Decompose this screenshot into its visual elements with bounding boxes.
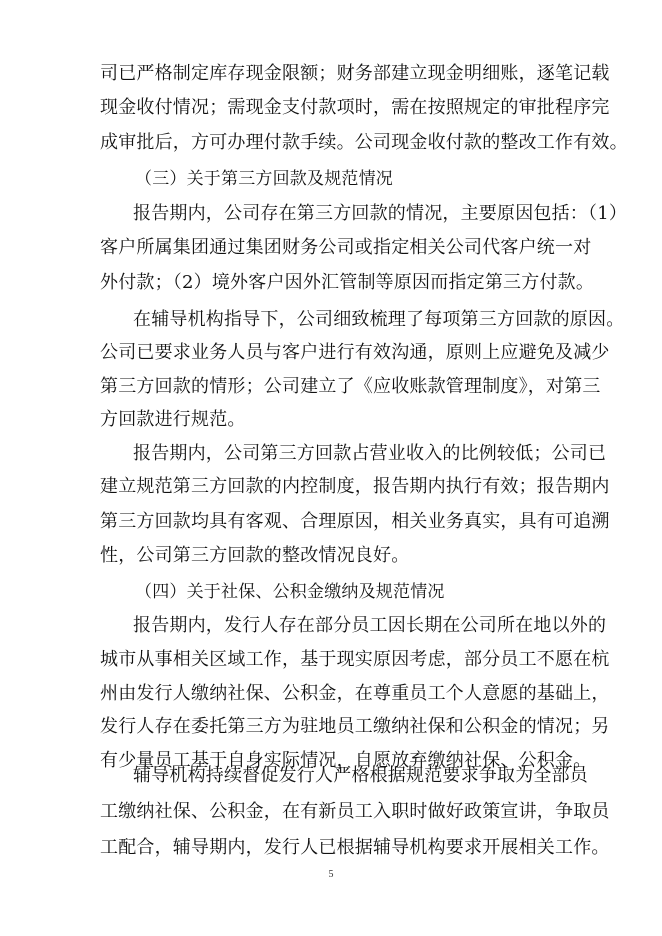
paragraph-line: 成审批后，方可办理付款手续。公司现金收付款的整改工作有效。 — [100, 132, 628, 153]
paragraph-line: 报告期内，公司存在第三方回款的情况，主要原因包括：（1） — [133, 203, 628, 224]
paragraph-line: 工缴纳社保、公积金，在有新员工入职时做好政策宣讲，争取员 — [100, 801, 610, 822]
paragraph-line: 方回款进行规范。 — [100, 409, 246, 430]
paragraph-line: 第三方回款的情形；公司建立了《应收账款管理制度》，对第三 — [100, 376, 601, 397]
paragraph-line: 建立规范第三方回款的内控制度，报告期内执行有效；报告期内 — [100, 476, 610, 497]
paragraph-line: 城市从事相关区域工作，基于现实原因考虑，部分员工不愿在杭 — [100, 649, 610, 670]
section-heading: （三）关于第三方回款及规范情况 — [135, 169, 393, 189]
paragraph-line: 工配合，辅导期内，发行人已根据辅导机构要求开展相关工作。 — [100, 837, 610, 858]
paragraph-line: 客户所属集团通过集团财务公司或指定相关公司代客户统一对 — [100, 237, 592, 258]
paragraph-line: 现金收付情况；需现金支付款项时，需在按照规定的审批程序完 — [100, 97, 610, 118]
paragraph-line: 报告期内，公司第三方回款占营业收入的比例较低；公司已 — [133, 443, 607, 464]
paragraph-line: 性，公司第三方回款的整改情况良好。 — [100, 545, 410, 566]
paragraph-line: 有少量员工基于自身实际情况，自愿放弃缴纳社保、公积金。 — [100, 750, 592, 771]
paragraph-line: 在辅导机构指导下，公司细致梳理了每项第三方回款的原因。 — [133, 309, 625, 330]
page-number: 5 — [328, 869, 334, 880]
section-heading: （四）关于社保、公积金缴纳及规范情况 — [135, 582, 445, 602]
paragraph-line: 司已严格制定库存现金限额；财务部建立现金明细账，逐笔记载 — [100, 63, 610, 84]
paragraph-line: 辅导机构持续督促发行人严格根据规范要求争取为全部员 — [133, 765, 588, 786]
paragraph-line: 第三方回款均具有客观、合理原因，相关业务真实，具有可追溯 — [100, 511, 610, 532]
paragraph-line: 公司已要求业务人员与客户进行有效沟通，原则上应避免及减少 — [100, 342, 610, 363]
paragraph-line: 报告期内，发行人存在部分员工因长期在公司所在地以外的 — [133, 615, 607, 636]
paragraph-line: 外付款；（2）境外客户因外汇管制等原因而指定第三方付款。 — [100, 272, 595, 293]
paragraph-line: 州由发行人缴纳社保、公积金，在尊重员工个人意愿的基础上， — [100, 683, 610, 704]
paragraph-line: 发行人存在委托第三方为驻地员工缴纳社保和公积金的情况；另 — [100, 716, 610, 737]
